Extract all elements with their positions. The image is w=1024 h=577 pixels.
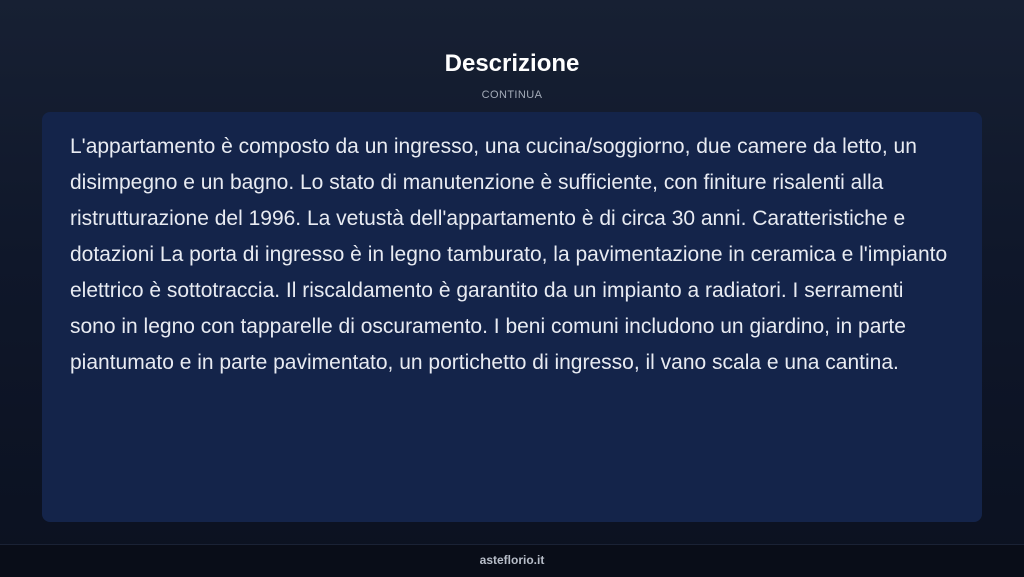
description-card [42,112,982,522]
page-title: Descrizione [444,50,580,77]
description-text: L'appartamento è composto da un ingresso, una cucina/soggiorno, due camere da letto, un disimpegno e un bagno. Lo stato di manutenzione è sufficiente, con finiture risalenti alla ristrutturazione del 1996. La vetustà dell'appartamento è di circa 30 anni. Caratteristiche e dotazioni La porta di ingresso è in legno tamburato, la pavimentazione in ceramica e l'impianto elettrico è sottotraccia. Il riscaldamento è garantito da un impianto a radiatori. I serramenti sono in legno con tapparelle di oscuramento. I beni comuni includono un giardino, in parte piantumato e in parte pavimentato, un portichetto di ingresso, il vano scala e una cantina. [70,135,948,374]
footer-site-link[interactable]: asteflorio.it [479,553,545,567]
page-header [0,48,1024,102]
continue-label: CONTINUA [481,89,543,101]
footer-bar [0,544,1024,577]
